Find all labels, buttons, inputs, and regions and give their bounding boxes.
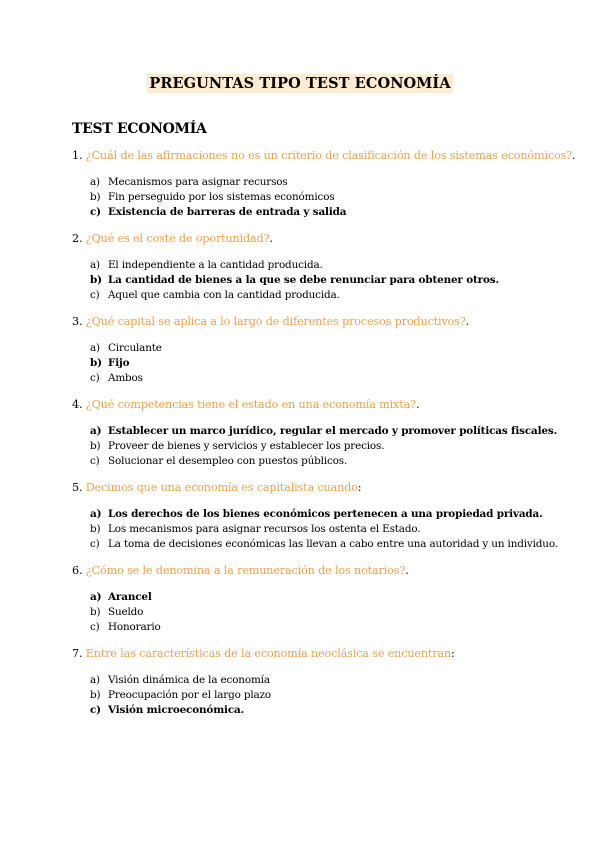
answer-letter: b): [90, 274, 102, 286]
answer-text: Visión microeconómica.: [108, 704, 245, 716]
question-number: 3.: [72, 315, 83, 328]
question-4: [72, 398, 419, 411]
question-punctuation: .: [415, 398, 420, 411]
question-2: [72, 232, 273, 245]
answer-option: [90, 372, 143, 384]
answer-letter: b): [90, 440, 101, 452]
question-text: Decimos que una economía es capitalista cuando: [85, 481, 358, 494]
question-punctuation: .: [405, 564, 409, 577]
answer-option-correct: [90, 206, 346, 218]
answer-option: [90, 191, 335, 203]
answer-option: [90, 259, 323, 271]
answer-text: El independiente a la cantidad producida.: [108, 259, 323, 271]
answer-text: Proveer de bienes y servicios y establecer los precios.: [108, 440, 385, 452]
answer-text: Solucionar el desempleo con puestos públicos.: [108, 455, 348, 467]
question-text: ¿Qué es el coste de oportunidad?: [85, 232, 270, 245]
question-text: ¿Qué competencias tiene el estado en una economía mixta?: [85, 398, 416, 411]
answer-text: Aquel que cambia con la cantidad producida.: [108, 289, 340, 301]
answer-text: Fin perseguido por los sistemas económicos: [108, 191, 335, 203]
answer-text: Existencia de barreras de entrada y salida: [108, 206, 347, 218]
answer-letter: a): [90, 342, 100, 354]
answer-option: [90, 176, 288, 188]
answer-letter: c): [90, 372, 100, 384]
answer-option: [90, 606, 143, 618]
answer-letter: a): [90, 674, 100, 686]
answer-text: Establecer un marco jurídico, regular el mercado y promover políticas fiscales.: [108, 425, 558, 437]
answer-option-correct: [90, 704, 244, 716]
question-number: 1.: [72, 149, 83, 162]
answer-letter: c): [90, 455, 100, 467]
answer-letter: b): [90, 606, 101, 618]
answer-option: [90, 538, 558, 550]
answer-letter: a): [90, 508, 102, 520]
answer-option-correct: [90, 274, 499, 286]
answer-text: La toma de decisiones económicas las llevan a cabo entre una autoridad y un individuo.: [108, 538, 558, 550]
answer-option-correct: [90, 591, 152, 603]
answer-option: [90, 689, 271, 701]
question-text: Entre las características de la economía neoclásica se encuentran: [85, 647, 452, 660]
answer-text: La cantidad de bienes a la que se debe renunciar para obtener otros.: [108, 274, 499, 286]
question-1: [72, 149, 575, 162]
answer-letter: a): [90, 176, 100, 188]
answer-letter: a): [90, 591, 102, 603]
answer-letter: b): [90, 689, 101, 701]
question-text: ¿Cuál de las afirmaciones no es un criterio de clasificación de los sistemas económicos?: [85, 149, 573, 162]
question-punctuation: :: [451, 647, 455, 660]
answer-option: [90, 455, 347, 467]
question-6: [72, 564, 409, 577]
answer-text: Preocupación por el largo plazo: [108, 689, 272, 701]
question-number: 4.: [72, 398, 83, 411]
question-number: 2.: [72, 232, 83, 245]
answer-text: Fijo: [108, 357, 130, 369]
answer-text: Sueldo: [108, 606, 144, 618]
answer-text: Honorario: [108, 621, 161, 633]
question-punctuation: :: [357, 481, 362, 494]
answer-text: Ambos: [108, 372, 143, 384]
question-punctuation: .: [269, 232, 273, 245]
answer-option-correct: [90, 508, 543, 520]
answer-option: [90, 523, 420, 535]
answer-letter: c): [90, 704, 101, 716]
answer-text: Circulante: [108, 342, 162, 354]
question-punctuation: .: [572, 149, 576, 162]
document-title: [0, 73, 600, 92]
title-text: PREGUNTAS TIPO TEST ECONOMÍA: [149, 75, 451, 92]
question-5: [72, 481, 361, 494]
answer-option: [90, 342, 162, 354]
question-number: 6.: [72, 564, 83, 577]
answer-letter: b): [90, 523, 101, 535]
question-7: [72, 647, 455, 660]
answer-text: Arancel: [108, 591, 152, 603]
answer-letter: c): [90, 289, 100, 301]
answer-text: Los mecanismos para asignar recursos los ostenta el Estado.: [108, 523, 421, 535]
answer-letter: c): [90, 538, 100, 550]
question-text: ¿Cómo se le denomina a la remuneración de los notarios?: [85, 564, 406, 577]
answer-letter: c): [90, 206, 101, 218]
answer-letter: c): [90, 621, 100, 633]
question-number: 7.: [72, 647, 83, 660]
answer-letter: a): [90, 259, 100, 271]
question-3: [72, 315, 469, 328]
question-text: ¿Qué capital se aplica a lo largo de diferentes procesos productivos?: [85, 315, 466, 328]
question-punctuation: .: [465, 315, 469, 328]
answer-option: [90, 289, 340, 301]
answer-text: Mecanismos para asignar recursos: [108, 176, 288, 188]
answer-option-correct: [90, 425, 557, 437]
answer-text: Los derechos de los bienes económicos pertenecen a una propiedad privada.: [108, 508, 543, 520]
section-heading: TEST ECONOMÍA: [72, 121, 207, 137]
answer-letter: a): [90, 425, 102, 437]
answer-option: [90, 621, 161, 633]
answer-letter: b): [90, 191, 101, 203]
answer-option: [90, 440, 384, 452]
question-number: 5.: [72, 481, 83, 494]
answer-letter: b): [90, 357, 102, 369]
answer-option-correct: [90, 357, 129, 369]
answer-option: [90, 674, 270, 686]
answer-text: Visión dinámica de la economía: [108, 674, 270, 686]
